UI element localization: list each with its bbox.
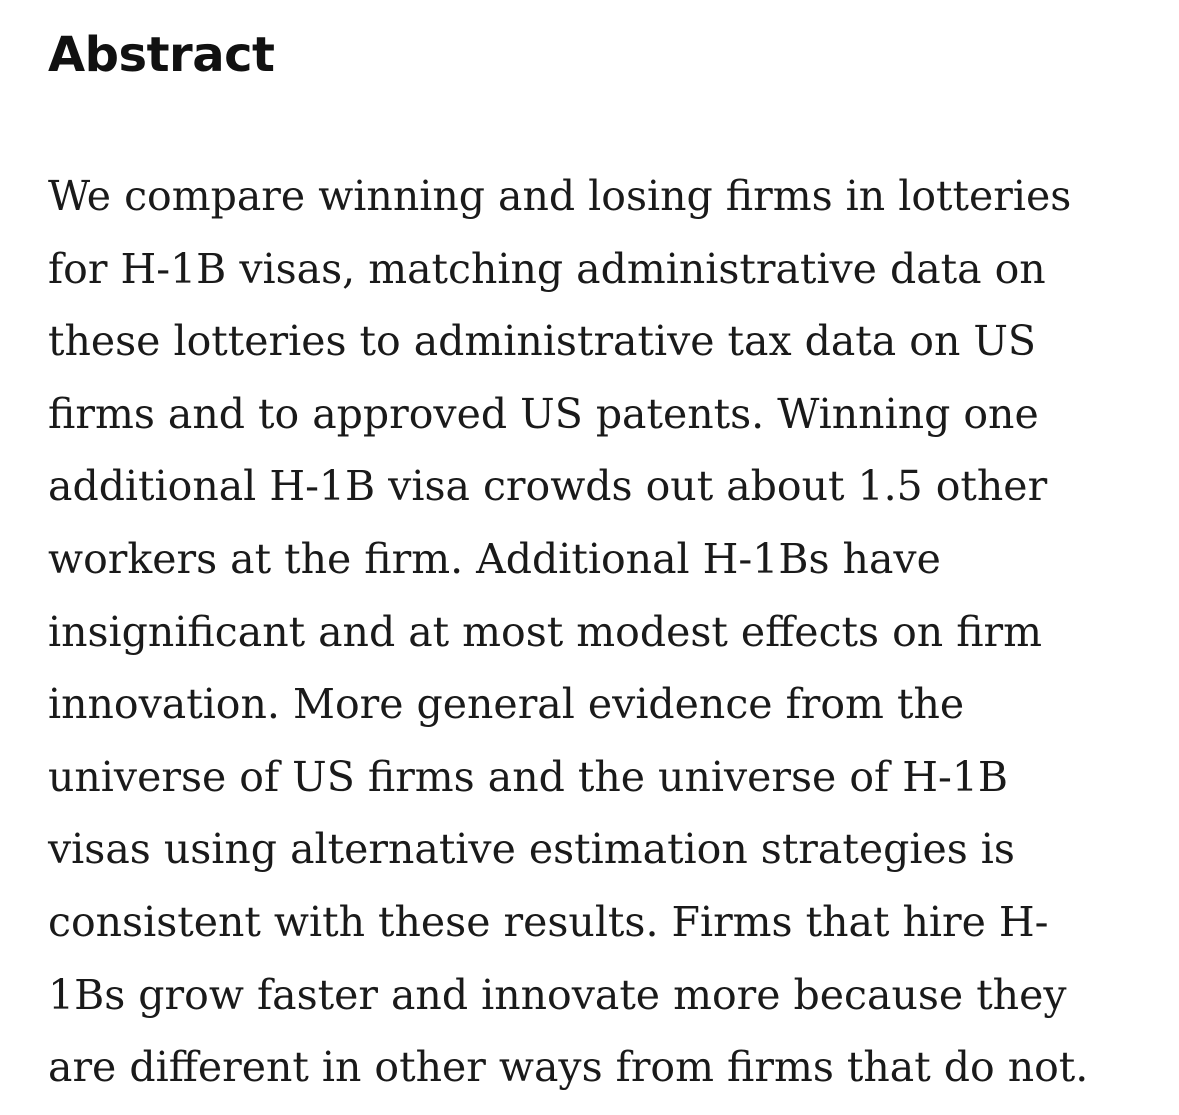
abstract-line: additional H-1B visa crowds out about 1.5 other <box>48 462 1048 511</box>
abstract-line: We compare winning and losing firms in lotteries <box>48 172 1072 220</box>
abstract-line: universe of US firms and the universe of H-1B <box>48 752 1009 801</box>
abstract-section <box>48 22 1158 1104</box>
abstract-line: insignificant and at most modest effects on firm <box>48 607 1043 656</box>
abstract-body <box>48 160 1158 1104</box>
abstract-line: these lotteries to administrative tax data on US <box>48 317 1037 366</box>
abstract-line: are different in other ways from firms that do not. <box>48 1043 1089 1092</box>
abstract-line: visas using alternative estimation strategies is <box>48 825 1015 874</box>
abstract-line: innovation. More general evidence from the <box>48 680 965 729</box>
abstract-line: consistent with these results. Firms that hire H- <box>48 897 1049 946</box>
abstract-line: firms and to approved US patents. Winning one <box>48 389 1039 438</box>
abstract-line: for H-1B visas, matching administrative data on <box>48 244 1046 293</box>
abstract-heading: Abstract <box>48 27 275 83</box>
abstract-line: 1Bs grow faster and innovate more because they <box>48 970 1067 1019</box>
abstract-line: workers at the firm. Additional H-1Bs have <box>48 534 941 583</box>
